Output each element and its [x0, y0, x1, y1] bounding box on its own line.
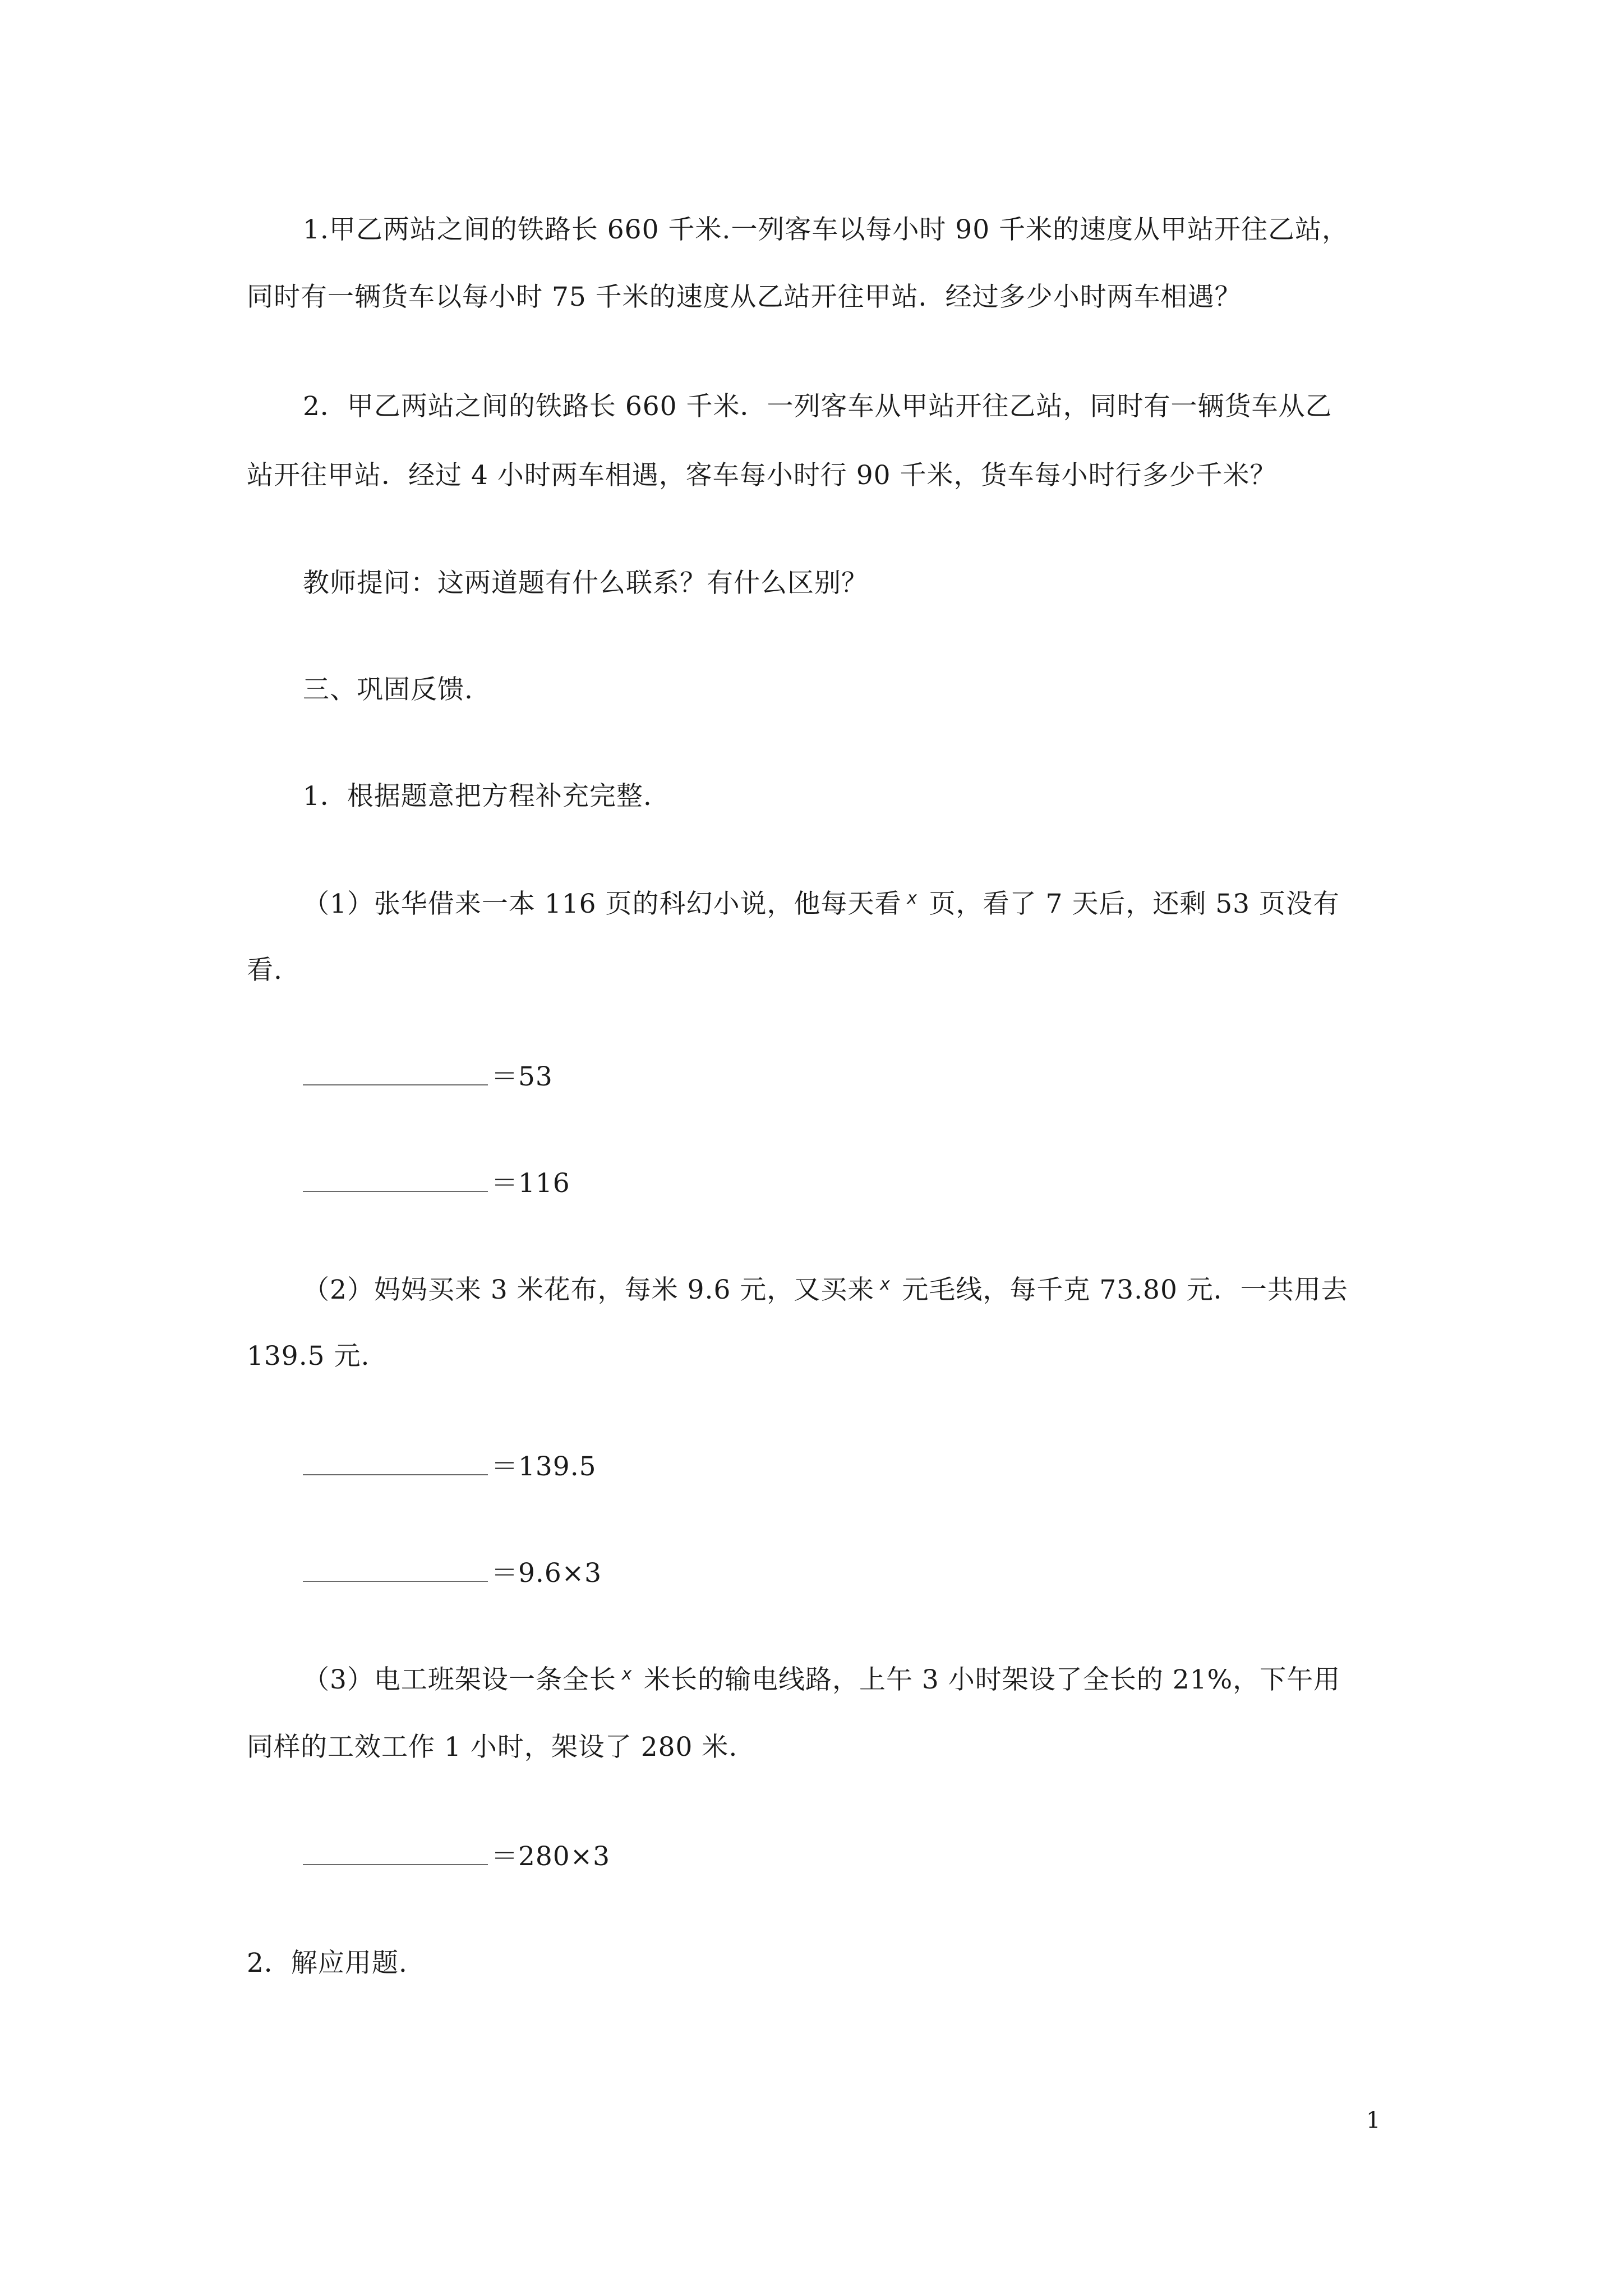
- variable-x: x: [907, 889, 918, 908]
- variable-x: x: [880, 1274, 891, 1294]
- answer-blank[interactable]: [303, 1558, 488, 1582]
- answer-blank[interactable]: [303, 1062, 488, 1085]
- answer-blank[interactable]: [303, 1452, 488, 1475]
- answer-blank[interactable]: [303, 1842, 488, 1865]
- equation-rhs: ＝280×3: [491, 1841, 610, 1872]
- problem-1-line-1: 1.甲乙两站之间的铁路长 660 千米.一列客车以每小时 90 千米的速度从甲站开往乙站，: [303, 214, 1349, 245]
- answer-blank[interactable]: [303, 1168, 488, 1192]
- question-1-equation-1: [303, 1060, 553, 1094]
- variable-x: x: [621, 1664, 633, 1684]
- question-2-equation-2: [303, 1557, 602, 1590]
- problem-1-line-2: 同时有一辆货车以每小时 75 千米的速度从乙站开往甲站．经过多少小时两车相遇？: [247, 282, 1242, 312]
- question-2-text-b: 元毛线，每千克 73.80 元．一共用去: [902, 1274, 1348, 1305]
- question-1-text-a: （1）张华借来一本 116 页的科幻小说，他每天看: [303, 889, 902, 919]
- question-2-text-a: （2）妈妈买来 3 米花布，每米 9.6 元，又买来: [303, 1274, 875, 1305]
- question-3-equation-1: [303, 1840, 610, 1874]
- page-number: 1: [1366, 2108, 1381, 2133]
- section-heading: 三、巩固反馈.: [303, 674, 473, 705]
- equation-rhs: ＝139.5: [491, 1451, 597, 1482]
- equation-rhs: ＝116: [491, 1168, 570, 1199]
- question-1-line-1: [303, 887, 1340, 924]
- question-2-equation-1: [303, 1450, 597, 1484]
- question-1-equation-2: [303, 1167, 570, 1200]
- problem-2-line-1: 2．甲乙两站之间的铁路长 660 千米．一列客车从甲站开往乙站，同时有一辆货车从乙: [303, 391, 1332, 422]
- question-3-text-a: （3）电工班架设一条全长: [303, 1664, 616, 1695]
- problem-2-line-2: 站开往甲站．经过 4 小时两车相遇，客车每小时行 90 千米，货车每小时行多少千米？: [247, 460, 1277, 491]
- task-2-instruction: 2．解应用题.: [247, 1948, 408, 1978]
- question-2-line-1: [303, 1273, 1348, 1310]
- equation-rhs: ＝53: [491, 1061, 553, 1092]
- question-1-line-2: 看.: [247, 955, 283, 986]
- question-3-line-2: 同样的工效工作 1 小时，架设了 280 米.: [247, 1732, 738, 1763]
- question-2-line-2: 139.5 元.: [247, 1341, 370, 1372]
- equation-rhs: ＝9.6×3: [491, 1558, 602, 1589]
- question-1-text-b: 页，看了 7 天后，还剩 53 页没有: [929, 889, 1340, 919]
- question-3-text-b: 米长的输电线路，上午 3 小时架设了全长的 21%，下午用: [643, 1664, 1341, 1695]
- task-1-instruction: 1．根据题意把方程补充完整.: [303, 781, 652, 812]
- question-3-line-1: [303, 1663, 1340, 1700]
- teacher-question: 教师提问：这两道题有什么联系？有什么区别？: [303, 568, 868, 599]
